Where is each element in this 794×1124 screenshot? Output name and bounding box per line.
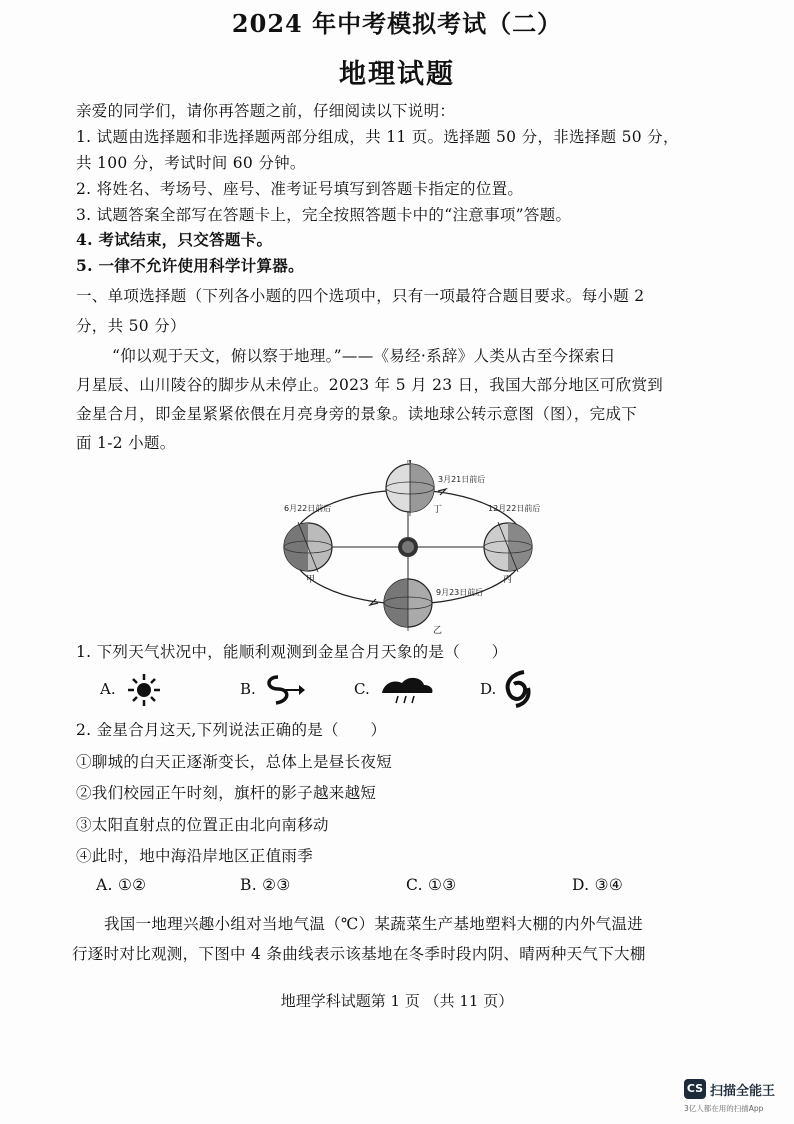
instruction-item-2: 2. 将姓名、考场号、座号、准考证号填写到答题卡指定的位置。 (76, 180, 524, 198)
earth-orbit-diagram (270, 460, 560, 635)
passage-line-1: “仰以观于天文，俯以察于地理。”——《易经·系辞》人类从古至今探索日 (112, 347, 616, 365)
instruction-item-4: 4. 考试结束，只交答题卡。 (76, 230, 273, 249)
label-jun22: 6月22日前后 (284, 504, 332, 513)
sunny-icon (124, 673, 164, 707)
passage-line-2: 月星辰、山川陵谷的脚步从未停止。2023 年 5 月 23 日，我国大部分地区可欣赏到 (76, 376, 664, 394)
instructions-intro: 亲爱的同学们，请你再答题之前，仔细阅读以下说明： (76, 102, 456, 120)
q2-option-d[interactable]: D. ③④ (572, 876, 624, 894)
section-heading: 一、单项选择题（下列各小题的四个选项中，只有一项最符合题目要求。每小题 2 (76, 287, 645, 305)
passage2-line-2: 行逐时对比观测，下图中 4 条曲线表示该基地在冬季时段内阴、晴两种天气下大棚 (72, 945, 646, 963)
instruction-item-5: 5. 一律不允许使用科学计算器。 (76, 256, 304, 275)
sun-icon (398, 537, 418, 557)
q2-statement-2: ②我们校园正午时刻，旗杆的影子越来越短 (76, 784, 377, 802)
label-ding: 丁 (433, 505, 443, 515)
q2-option-c[interactable]: C. ①③ (406, 876, 457, 894)
instruction-item-1: 1. 试题由选择题和非选择题两部分组成，共 11 页。选择题 50 分，非选择题 50 分， (76, 128, 679, 146)
pole-label-top: N (407, 460, 412, 465)
page-title: 2024 年中考模拟考试（二） (231, 9, 563, 38)
instruction-item-3: 3. 试题答案全部写在答题卡上，完全按照答题卡中的“注意事项”答题。 (76, 206, 572, 224)
earth-jun22 (284, 522, 332, 572)
earth-dec22 (484, 522, 532, 572)
q1-option-d-label[interactable]: D. (480, 680, 497, 698)
wind-icon (264, 673, 308, 707)
label-mar21: 3月21日前后 (438, 475, 486, 484)
label-sep23: 9月23日前后 (436, 588, 484, 597)
page-footer: 地理学科试题第 1 页 （共 11 页） (280, 992, 514, 1010)
q2-statement-4: ④此时，地中海沿岸地区正值雨季 (76, 847, 314, 865)
scanner-name: 扫描全能王 (710, 1084, 776, 1099)
passage2-line-1: 我国一地理兴趣小组对当地气温（℃）某蔬菜生产基地塑料大棚的内外气温进 (104, 915, 644, 933)
earth-sep23 (384, 575, 432, 631)
q1-option-c-label[interactable]: C. (354, 680, 370, 698)
q2-statement-1: ①聊城的白天正逐渐变长，总体上是昼长夜短 (76, 753, 393, 771)
passage-line-3: 金星合月，即金星紧紧依偎在月亮身旁的景象。读地球公转示意图（图），完成下 (76, 405, 638, 423)
label-yi: 乙 (433, 626, 443, 635)
q2-statement-3: ③太阳直射点的位置正由北向南移动 (76, 816, 329, 834)
passage-line-4: 面 1-2 小题。 (76, 434, 176, 452)
rain-cloud-icon (378, 673, 436, 707)
page-subtitle: 地理试题 (339, 59, 455, 90)
label-bing: 丙 (503, 575, 513, 585)
q2-stem: 2. 金星合月这天,下列说法正确的是（ ） (76, 721, 387, 739)
q1-stem: 1. 下列天气状况中，能顺利观测到金星合月天象的是（ ） (76, 643, 508, 661)
q2-option-b[interactable]: B. ②③ (240, 876, 291, 894)
q1-option-b-label[interactable]: B. (240, 680, 256, 698)
section-heading-cont: 分，共 50 分） (76, 317, 186, 335)
label-jia: 甲 (306, 575, 316, 585)
scanner-watermark (684, 1079, 790, 1119)
label-dec22: 12月22日前后 (488, 504, 541, 513)
scanner-logo-icon: CS (684, 1079, 706, 1099)
typhoon-icon (502, 670, 532, 708)
scanner-tagline: 3亿人都在用的扫描App (684, 1104, 764, 1113)
earth-mar21 (386, 460, 434, 516)
instruction-item-1-cont: 共 100 分，考试时间 60 分钟。 (76, 154, 306, 172)
q2-option-a[interactable]: A. ①② (96, 876, 147, 894)
q1-option-a-label[interactable]: A. (100, 680, 116, 698)
